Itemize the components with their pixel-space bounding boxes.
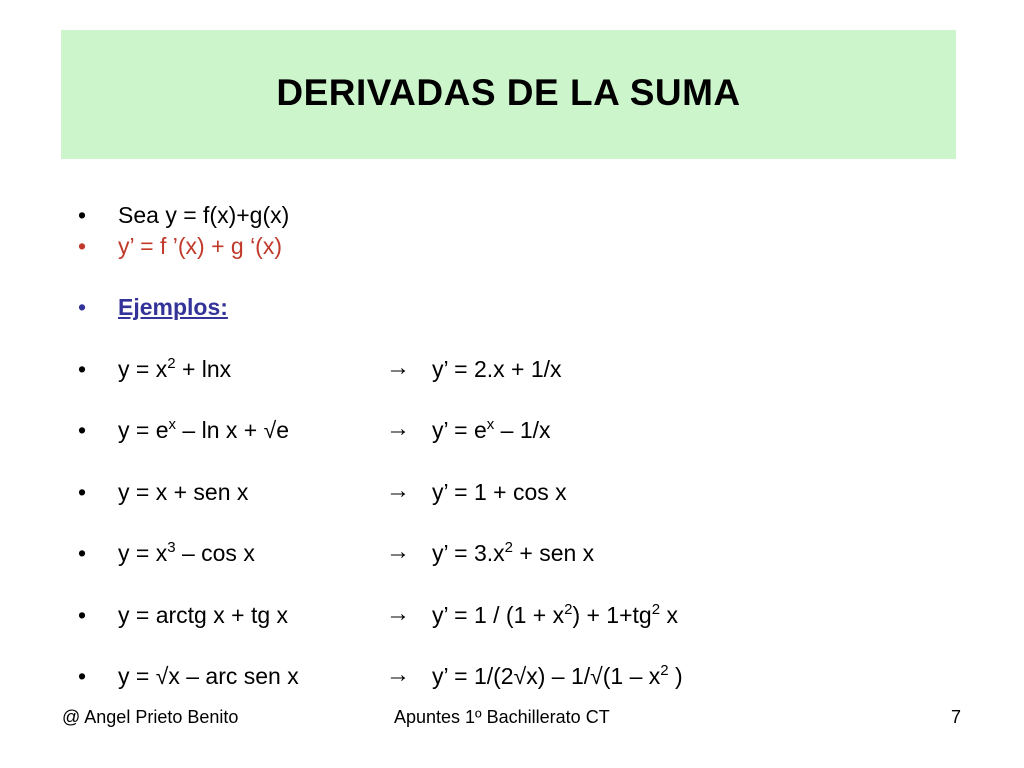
superscript: 2 — [651, 601, 661, 618]
example-derivative — [432, 601, 678, 629]
arrow-right-icon: → — [386, 354, 410, 381]
bullet-point: • — [78, 233, 87, 259]
bullet-point: • — [78, 479, 87, 505]
superscript: 3 — [167, 539, 176, 556]
example-derivative — [432, 478, 567, 506]
bullet-point: • — [78, 202, 87, 228]
formula-part: y’ = 1 + cos x — [432, 479, 567, 505]
superscript: 2 — [167, 355, 176, 372]
slide-title: DERIVADAS DE LA SUMA — [276, 71, 741, 113]
example-derivative — [432, 662, 683, 690]
example-function — [118, 662, 299, 690]
formula-part: y’ = e — [432, 417, 487, 443]
example-derivative — [432, 416, 551, 444]
example-function — [118, 601, 288, 629]
superscript: x — [486, 416, 495, 433]
footer-author: @ Angel Prieto Benito — [62, 707, 239, 727]
bullet-point: • — [78, 540, 87, 566]
derivative-rule-text: y’ = f ’(x) + g ‘(x) — [118, 233, 282, 259]
formula-part: + lnx — [175, 356, 232, 382]
formula-part: – ln x + √e — [176, 417, 290, 443]
bullet-point: • — [78, 294, 87, 320]
bullet-point: • — [78, 602, 87, 628]
example-function — [118, 478, 248, 506]
arrow-right-icon: → — [386, 477, 410, 504]
formula-part: – 1/x — [494, 417, 551, 443]
arrow-right-icon: → — [386, 661, 410, 688]
formula-part: + sen x — [513, 540, 595, 566]
example-function — [118, 355, 231, 383]
bullet-point: • — [78, 663, 87, 689]
formula-part: y’ = 3.x — [432, 540, 505, 566]
arrow-right-icon: → — [386, 415, 410, 442]
arrow-right-icon: → — [386, 538, 410, 565]
formula-part: y = x + sen x — [118, 479, 249, 505]
formula-part: x — [660, 602, 678, 628]
formula-part: y = √x – arc sen x — [118, 663, 299, 689]
definition-text: Sea y = f(x)+g(x) — [118, 202, 290, 228]
formula-part: y’ = 1/(2√x) – 1/√(1 – x — [432, 663, 661, 689]
example-derivative — [432, 355, 562, 383]
footer-page-number: 7 — [951, 707, 962, 727]
superscript: 2 — [660, 662, 669, 679]
superscript: x — [168, 416, 177, 433]
formula-part: y = x — [118, 356, 168, 382]
formula-part: – cos x — [175, 540, 255, 566]
formula-part: y’ = 1 / (1 + x — [432, 602, 565, 628]
bullet-point: • — [78, 356, 87, 382]
title-banner — [61, 30, 956, 159]
formula-part: y = x — [118, 540, 168, 566]
formula-part: y = arctg x + tg x — [118, 602, 289, 628]
superscript: 2 — [564, 601, 573, 618]
example-function — [118, 416, 289, 444]
footer-course: Apuntes 1º Bachillerato CT — [394, 707, 610, 727]
arrow-right-icon: → — [386, 600, 410, 627]
formula-part: y’ = 2.x + 1/x — [432, 356, 562, 382]
examples-heading: Ejemplos: — [118, 294, 228, 320]
superscript: 2 — [504, 539, 513, 556]
formula-part: ) + 1+tg — [572, 602, 652, 628]
bullet-point: • — [78, 417, 87, 443]
example-function — [118, 539, 255, 567]
example-derivative — [432, 539, 594, 567]
formula-part: ) — [668, 663, 683, 689]
formula-part: y = e — [118, 417, 169, 443]
